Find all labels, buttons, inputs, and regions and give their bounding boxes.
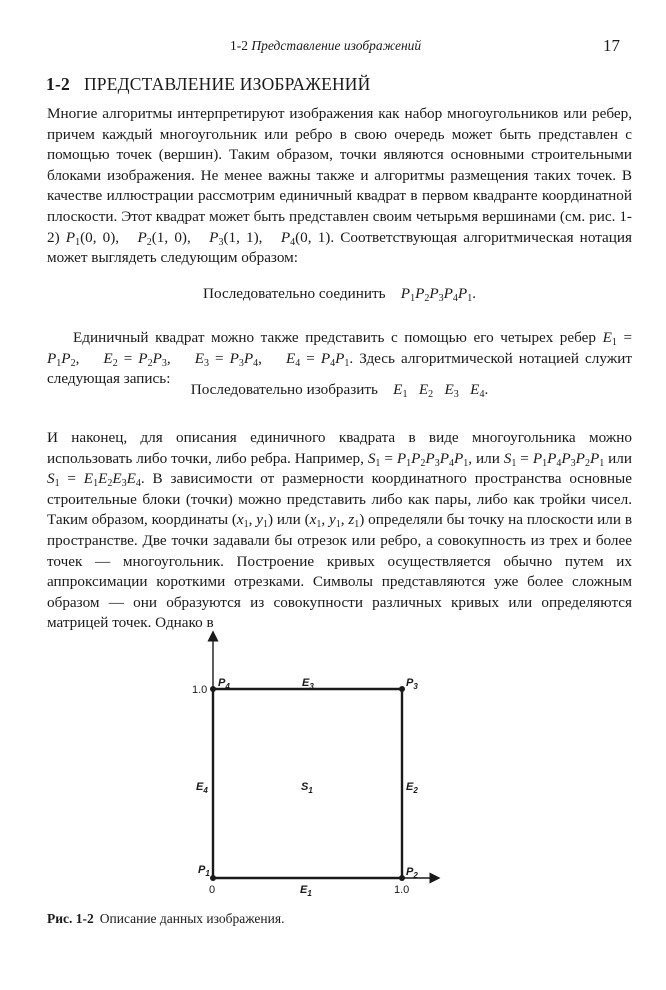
page-number: 17 <box>603 36 620 55</box>
vertex-p3 <box>399 686 405 692</box>
vertex-p1 <box>210 875 216 881</box>
label-p2: $P_2$ <box>406 866 418 880</box>
paragraph-1: Многие алгоритмы интерпретируют изображения как набор многоугольников или ребер, причем каждый многоугольник или ребро в свою очередь может быть представлен с помощью точек (вершин). Таким образом, точки являются основными строительными блоками изображения. Не менее важны также и алгоритмы размещения таких точек. В качестве иллюстрации рассмотрим единичный квадрат в первом квадранте координатной плоскости. Этот квадрат может быть представлен своим четырьмя вершинами (см. рис. 1-2) $P_1(0$, 0), $P_2(1$, 0), $P_3(1$, 1), $P_4(0$, 1). Соответствующая алгоритмическая нотация может выглядеть следующим образом: <box>47 105 633 267</box>
figure-canvas <box>180 628 440 903</box>
label-e4: $E_4$ <box>196 781 208 795</box>
label-p4: $P_4$ <box>218 677 230 691</box>
vertex-p4 <box>210 686 216 692</box>
figure-caption <box>47 911 284 927</box>
unit-square-figure <box>180 628 440 903</box>
formula-connect: Последовательно соединить $P_1P_2P_3P_4P_1$. <box>203 285 476 304</box>
section-number: 1-2 <box>46 74 70 94</box>
label-p3: $P_3$ <box>406 677 418 691</box>
label-e1: $E_1$ <box>300 884 312 898</box>
section-title: ПРЕДСТАВЛЕНИЕ ИЗОБРАЖЕНИЙ <box>83 74 371 94</box>
label-e3: $E_3$ <box>302 677 314 691</box>
origin-label: 0 <box>209 884 216 896</box>
x-tick-label: 1.0 <box>394 884 410 896</box>
running-head <box>40 38 626 58</box>
label-e2: $E_2$ <box>406 781 418 795</box>
paragraph-2: Единичный квадрат можно также представить с помощью его четырех ребер $E_1 = P_1P_2$, $E_2 = P_2P_3$, $E_3 = P_3P_4$, $E_4 = P_4P_1$. Здесь алгоритмической нотацией служит следующая запись: <box>47 329 633 388</box>
running-title: 1-2 Представление изображений <box>230 38 422 53</box>
formula-draw: Последовательно изобразить $E_1$ $E_2$ $E_3$ $E_4$. <box>190 381 489 400</box>
label-s1: $S_1$ <box>301 781 313 795</box>
caption-text: Описание данных изображения. <box>99 911 285 926</box>
y-tick-label: 1.0 <box>192 684 208 696</box>
section-heading <box>46 74 370 95</box>
vertex-p2 <box>399 875 405 881</box>
label-p1: $P_1$ <box>198 864 210 878</box>
paragraph-3: И наконец, для описания единичного квадрата в виде многоугольника можно использовать либо точки, либо ребра. Например, $S_1 = P_1P_2P_3P_4P_1$, или $S_1 = P_1P_4P_3P_2P_1$ или $S_1 = E_1E_2E_3E_4$. В зависимости от размерности координатного пространства основные строительные блоки (точки) можно представить либо как пары, либо как тройки чисел. Таким образом, координаты ($x_1$, $y_1$) или ($x_1$, $y_1$, $z_1$) определяли бы точку на плоскости или в пространстве. Две точки задавали бы отрезок или ребро, а совокупность из трех и более точек — многоугольник. Построение кривых осуществляется обычно путем их аппроксимации короткими отрезками. Символы представляются уже более сложным образом — они образуются из совокупности различных кривых или определяются матрицей точек. Однако в <box>47 429 633 632</box>
caption-number: Рис. 1-2 <box>47 911 94 926</box>
